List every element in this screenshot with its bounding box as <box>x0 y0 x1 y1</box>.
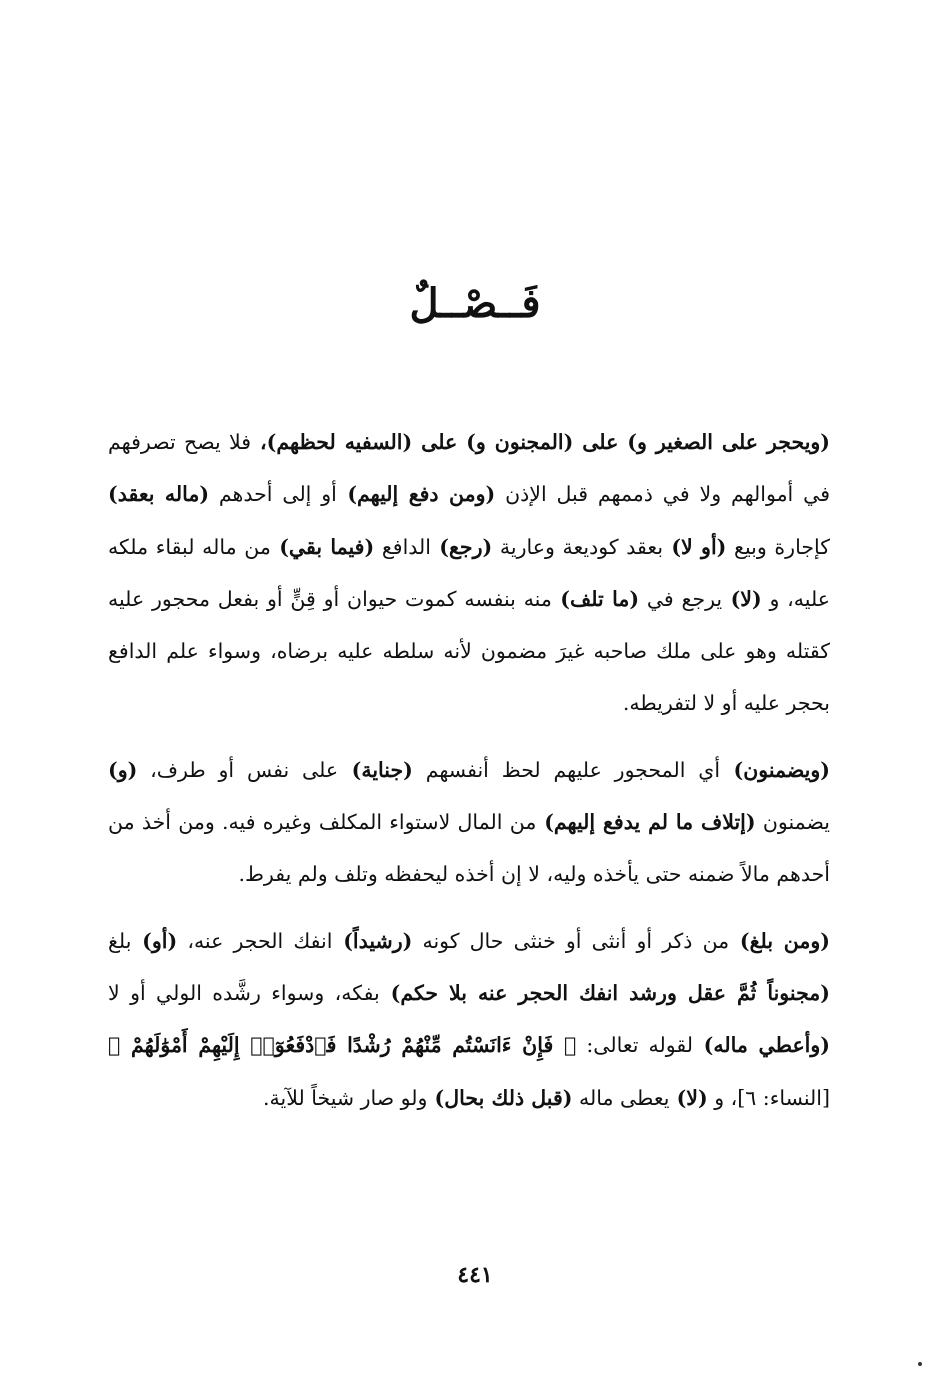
text-run: بفكه، وسواء رشَّده الولي أو لا <box>108 980 380 1005</box>
section-heading: فَــصْــلٌ <box>409 280 541 327</box>
text-run: على نفس أو طرف، <box>137 757 339 782</box>
body-text <box>108 416 830 1124</box>
text-run: منه بنفسه كموت حيوان أو قِنٍّ أو بفعل محجور عليه كقتله وهو على ملك صاحبه غيرَ مضمون لأنه سلطه عليه برضاه، وسواء علم الدافع بحجر عليه أو لا لتفريطه. <box>108 586 830 716</box>
paragraph-3 <box>108 915 830 1124</box>
bold-run: (وأعطي ماله) <box>692 1033 830 1058</box>
text-run: الدافع <box>374 534 431 559</box>
bold-run: (لا) <box>669 1085 708 1110</box>
text-run: ولو صار شيخاً للآية. <box>263 1085 428 1110</box>
paragraph-1 <box>108 416 830 730</box>
bold-run: (ومن دفع إليهم) <box>336 482 496 507</box>
text-run: فلا يصح تصرفهم في أموالهم ولا في ذممهم قبل الإذن <box>108 430 830 507</box>
text-run: من ماله لبقاء ملكه عليه، و <box>108 534 830 611</box>
text-run: كإجارة وبيع <box>726 534 830 559</box>
bold-run: (ما تلف) <box>551 586 640 611</box>
bold-run: (قبل ذلك بحال) <box>427 1085 573 1110</box>
text-run: من المال لاستواء المكلف وغيره فيه. ومن أخذ من أحدهم مالاً ضمنه حتى يأخذه وليه، لا إن أخذه ليحفظه وتلف ولم يفرط. <box>108 810 830 887</box>
paragraph-2 <box>108 744 830 901</box>
bold-run: (رشيداً) <box>332 928 413 953</box>
text-run: أو إلى أحدهم <box>209 482 337 507</box>
text-run: يضمنون <box>755 810 830 835</box>
text-run: انفك الحجر عنه، <box>177 928 333 953</box>
text-run: يعطى ماله <box>572 1085 670 1110</box>
bold-run: (أو لا) <box>663 534 727 559</box>
bold-run: (إتلاف ما لم يدفع إليهم) <box>536 810 756 835</box>
text-run: أي المحجور عليهم لحظ أنفسهم <box>412 757 721 782</box>
page-number: ٤٤١ <box>457 1262 493 1288</box>
margin-dot <box>918 1362 922 1366</box>
bold-run: (جناية) <box>338 757 413 782</box>
bold-run: (ماله بعقد) <box>108 482 210 507</box>
text-run: لقوله تعالى: <box>576 1033 693 1058</box>
text-run: [النساء: ٦]، و <box>707 1085 830 1110</box>
bold-run: (ويضمنون) <box>720 757 830 782</box>
bold-run: (فيما بقي) <box>270 534 375 559</box>
bold-run: (مجنوناً ثُمَّ عقل ورشد انفك الحجر عنه بلا حكم) <box>379 980 830 1005</box>
bold-run: (ومن بلغ) <box>729 928 830 953</box>
bold-run: (لا) <box>722 586 762 611</box>
text-run: بعقد كوديعة وعارية <box>492 534 664 559</box>
bold-run: (ويحجر على الصغير و) على (المجنون و) على (السفيه لحظهم)، <box>251 430 830 454</box>
bold-run: (أو) <box>131 928 178 953</box>
text-run: بلغ <box>108 928 132 953</box>
text-run: يرجع في <box>639 586 723 611</box>
bold-run: (رجع) <box>430 534 493 559</box>
bold-run: (و) <box>108 757 138 782</box>
bold-run: ﴿ فَإِنْ ءَانَسْتُم مِّنْهُمْ رُشْدًا فَٱدْفَعُوٓا۟ إِلَيْهِمْ أَمْوَٰلَهُمْ ﴾ <box>108 1033 577 1058</box>
text-run: من ذكر أو أنثى أو خنثى حال كونه <box>412 928 730 953</box>
